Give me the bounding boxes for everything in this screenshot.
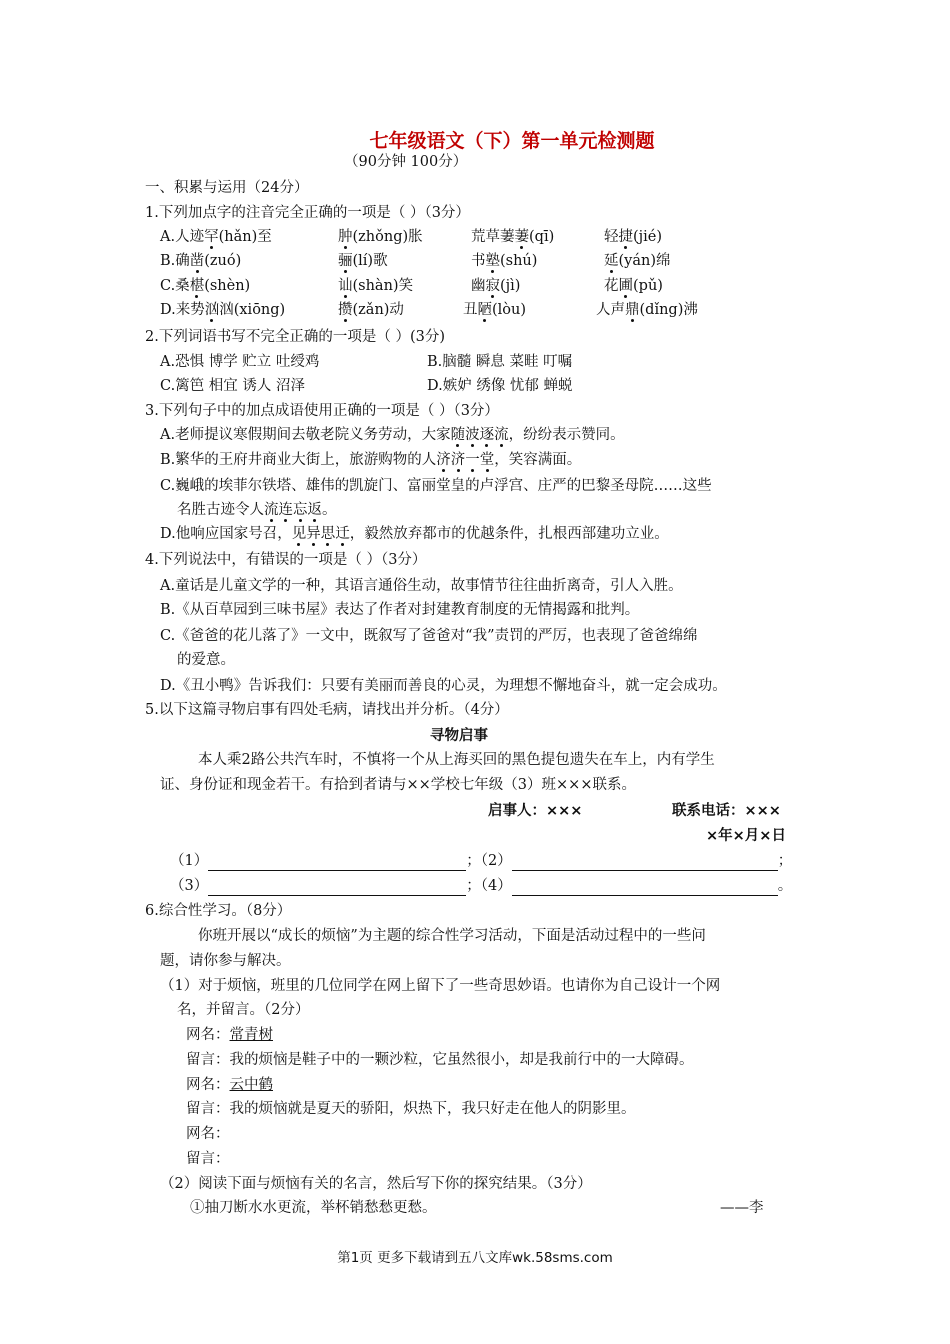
q6-example2-name: 网名：云中鹤: [186, 1077, 273, 1093]
q1-option-a3: 荒草萋萋(qī): [471, 229, 555, 245]
q1-option-c4: 花圃(pǔ): [604, 278, 663, 294]
q1-option-a1: A.人迹罕(hǎn)至: [160, 229, 272, 245]
notice-body-line1: 本人乘2路公共汽车时，不慎将一个从上海买回的黑色提包遗失在车上，内有学生: [198, 752, 715, 768]
q1-option-d1: D.来势汹汹(xiōng): [160, 302, 286, 318]
q4-option-c-line2: 的爱意。: [177, 652, 235, 668]
q6-part1-line2: 名，并留言。（2分）: [177, 1002, 310, 1018]
q3-option-c-line1: C.巍峨的埃菲尔铁塔、雄伟的凯旋门、富丽堂皇的卢浮宫、庄严的巴黎圣母院……这些: [160, 478, 712, 494]
q6-quote-1-author: ——李: [720, 1200, 764, 1216]
q2-option-a: A.恐惧 博学 贮立 吐绶鸡: [160, 354, 320, 370]
q6-intro-line2: 题，请你参与解决。: [160, 953, 291, 969]
q1-option-c3: 幽寂(jì): [471, 278, 521, 294]
section-heading: 一、积累与运用（24分）: [145, 180, 309, 196]
q4-option-b: B.《从百草园到三味书屋》表达了作者对封建教育制度的无情揭露和批判。: [160, 602, 640, 618]
q4-stem: 4.下列说法中，有错误的一项是（ ）（3分）: [145, 552, 427, 568]
q1-option-b4: 延(yán)绵: [604, 253, 671, 269]
q4-option-c-line1: C.《爸爸的花儿落了》一文中，既叙写了爸爸对“我”责罚的严厉，也表现了爸爸绵绵: [160, 628, 698, 644]
q1-stem: 1.下列加点字的注音完全正确的一项是（ ）（3分）: [145, 205, 470, 221]
q5-answer-1: （1） ；（2） ；: [170, 853, 793, 869]
q6-stem: 6.综合性学习。（8分）: [145, 903, 292, 919]
q1-option-d3: 丑陋(lòu): [463, 302, 527, 318]
q1-option-b1: B.确凿(zuó): [160, 253, 242, 269]
q1-option-b2: 骊(lí)歌: [338, 253, 388, 269]
notice-signer: 启事人：×××: [488, 803, 583, 819]
q6-quote-1: ①抽刀断水水更流，举杯销愁愁更愁。: [190, 1200, 437, 1216]
q2-option-c: C.篱笆 相宜 诱人 沼泽: [160, 378, 306, 394]
q3-option-a: A.老师提议寒假期间去敬老院义务劳动，大家随波逐流，纷纷表示赞同。: [160, 427, 625, 443]
q2-option-d: D.嫉妒 绣像 忧郁 蝉蜕: [427, 378, 573, 394]
q3-idiom-d: 见异思迁: [291, 526, 350, 542]
q6-part2: （2）阅读下面与烦恼有关的名言，然后写下你的探究结果。（3分）: [160, 1176, 592, 1192]
notice-body-line2: 证、身份证和现金若干。有拾到者请与××学校七年级（3）班×××联系。: [160, 777, 636, 793]
q6-own-message-label: 留言：: [186, 1151, 230, 1167]
page-footer: 第1页 更多下载请到五八文库wk.58sms.com: [337, 1250, 613, 1266]
q2-option-b: B.脑髓 瞬息 菜畦 叮嘱: [427, 354, 573, 370]
q3-option-c-line2: 名胜古迹令人流连忘返。: [177, 502, 337, 518]
notice-title: 寻物启事: [430, 728, 488, 744]
q4-option-a: A.童话是儿童文学的一种，其语言通俗生动，故事情节往往曲折离奇，引人入胜。: [160, 578, 683, 594]
q4-option-d: D.《丑小鸭》告诉我们：只要有美丽而善良的心灵，为理想不懈地奋斗，就一定会成功。: [160, 678, 727, 694]
q1-option-a2: 肿(zhǒng)胀: [338, 229, 423, 245]
q2-stem: 2.下列词语书写不完全正确的一项是（ ）(3分): [145, 329, 445, 345]
q1-option-a4: 轻捷(jié): [604, 229, 663, 245]
q3-idiom-c: 流连忘返: [264, 502, 322, 518]
q3-idiom-b: 济济一堂: [436, 452, 495, 468]
q6-intro-line1: 你班开展以“成长的烦恼”为主题的综合性学习活动，下面是活动过程中的一些问: [198, 928, 706, 944]
q6-example2-message: 留言：我的烦恼就是夏天的骄阳，炽热下，我只好走在他人的阴影里。: [186, 1101, 636, 1117]
q6-example1-name: 网名：常青树: [186, 1027, 273, 1043]
q1-option-d2: 攒(zǎn)动: [338, 302, 404, 318]
q1-option-d4: 人声鼎(dǐng)沸: [596, 302, 698, 318]
notice-phone: 联系电话：×××: [672, 803, 781, 819]
q1-option-c2: 讪(shàn)笑: [338, 278, 414, 294]
q6-part1-line1: （1）对于烦恼，班里的几位同学在网上留下了一些奇思妙语。也请你为自己设计一个网: [160, 978, 721, 994]
q3-idiom-a: 随波逐流: [450, 427, 509, 443]
q5-blank-3[interactable]: [208, 881, 466, 896]
q5-stem: 5.以下这篇寻物启事有四处毛病，请找出并分析。（4分）: [145, 702, 509, 718]
q3-stem: 3.下列句子中的加点成语使用正确的一项是（ ）（3分）: [145, 403, 499, 419]
q1-option-b3: 书塾(shú): [471, 253, 538, 269]
q5-blank-1[interactable]: [208, 856, 466, 871]
q6-own-name-label: 网名：: [186, 1126, 230, 1142]
q1-option-c1: C.桑椹(shèn): [160, 278, 251, 294]
page-title: 七年级语文（下）第一单元检测题: [369, 130, 655, 152]
notice-date: ×年×月×日: [706, 828, 786, 844]
q5-blank-4[interactable]: [512, 881, 778, 896]
q3-option-d: D.他响应国家号召，见异思迁，毅然放弃都市的优越条件，扎根西部建功立业。: [160, 526, 669, 542]
q3-option-b: B.繁华的王府井商业大街上，旅游购物的人济济一堂，笑容满面。: [160, 452, 582, 468]
q6-example1-message: 留言：我的烦恼是鞋子中的一颗沙粒，它虽然很小，却是我前行中的一大障碍。: [186, 1052, 694, 1068]
exam-duration-score: （90分钟 100分）: [344, 154, 468, 170]
q5-answer-2: （3） ；（4） 。: [170, 878, 793, 894]
q5-blank-2[interactable]: [512, 856, 778, 871]
